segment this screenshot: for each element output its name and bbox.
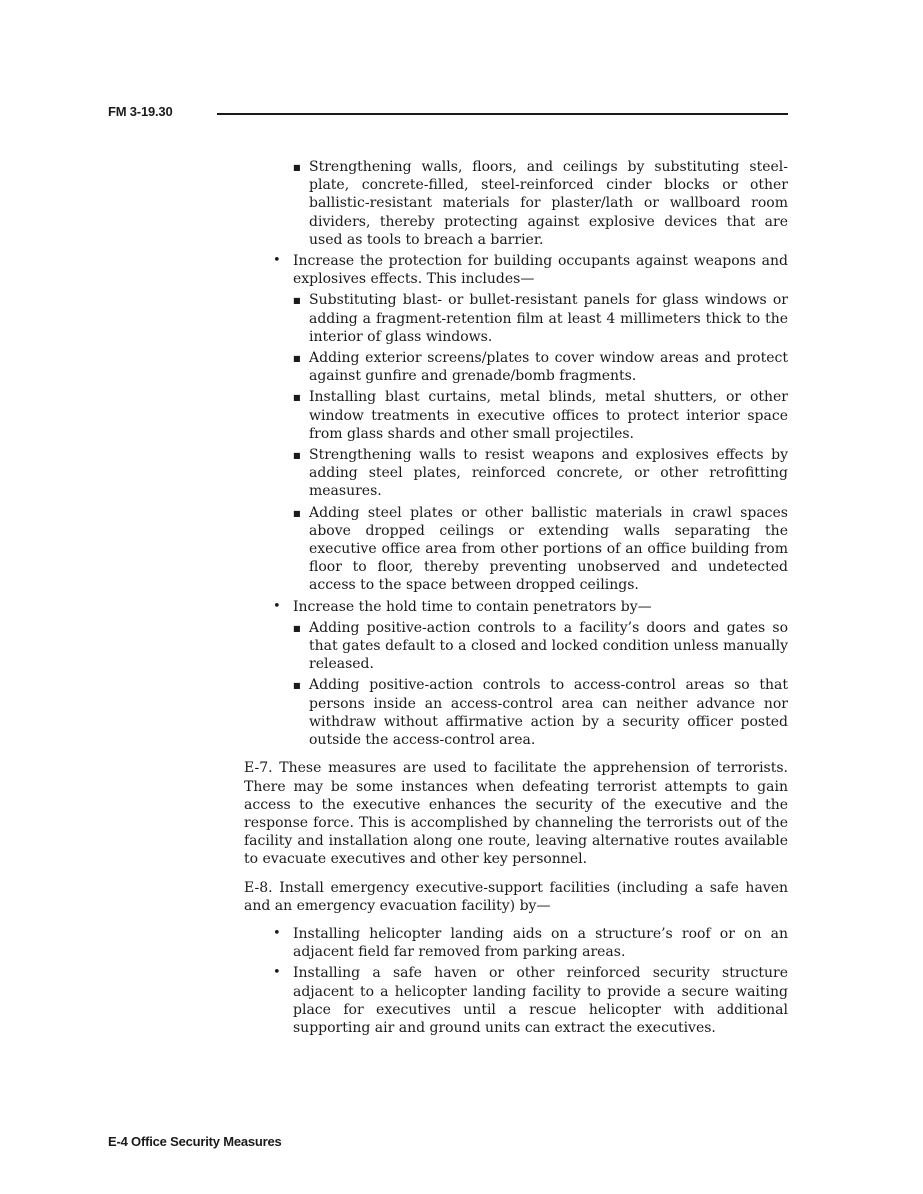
bullet-icon: • [273, 598, 281, 614]
item-text: Strengthening walls to resist weapons and explosives effects by adding steel plates, reinforced concrete, or other retrofitting measures. [309, 447, 788, 500]
sub-bullet-item [244, 676, 788, 749]
running-header: FM 3-19.30 [108, 104, 173, 119]
sub-bullet-item [244, 291, 788, 346]
bullet-item [244, 598, 788, 616]
item-text: Substituting blast- or bullet-resistant panels for glass windows or adding a fragment-retention film at least 4 millimeters thick to the interior of glass windows. [309, 292, 788, 345]
bullet-icon: • [273, 925, 281, 941]
square-bullet-icon: ■ [293, 163, 301, 172]
item-text: Strengthening walls, floors, and ceilings by substituting steel-plate, concrete-filled, steel-reinforced cinder blocks or other ballistic-resistant materials for plaster/lath or wallboard room dividers, thereby protecting against explosive devices that are used as tools to breach a barrier. [309, 159, 788, 248]
square-bullet-icon: ■ [293, 393, 301, 403]
item-text: Adding steel plates or other ballistic materials in crawl spaces above dropped ceilings or extending walls separating the executive office area from other portions of an office building from floor to floor, thereby preventing unobserved and undetected access to the space between dropped ceilings. [309, 504, 788, 594]
sub-bullet-item [244, 619, 788, 674]
item-text: Installing a safe haven or other reinforced security structure adjacent to a helicopter landing facility to provide a secure waiting place for executives until a rescue helicopter with additional supporting air and ground units can extract the executives. [293, 965, 788, 1036]
running-footer: E-4 Office Security Measures [108, 1134, 282, 1149]
square-bullet-icon: ■ [293, 623, 301, 633]
bullet-item [244, 964, 788, 1037]
sub-bullet-item [244, 388, 788, 443]
sub-bullet-item [244, 349, 788, 385]
item-text: Adding positive-action controls to a facility’s doors and gates so that gates default to a closed and locked condition unless manually released. [309, 619, 788, 673]
item-text: Increase the protection for building occupants against weapons and explosives effects. This includes— [293, 253, 788, 288]
bullet-icon: • [273, 253, 281, 269]
bullet-icon: • [273, 965, 281, 981]
square-bullet-icon: ■ [293, 508, 301, 518]
square-bullet-icon: ■ [293, 451, 301, 461]
item-text: Adding positive-action controls to access-control areas so that persons inside an access-control area can neither advance nor withdraw without affirmative action by a security officer posted outside the access-control area. [309, 677, 788, 749]
paragraph-e7: E-7. These measures are used to facilitate the apprehension of terrorists. There may be some instances when defeating terrorist attempts to gain access to the executive enhances the security of the executive and the response force. This is accomplished by channeling the terrorists out of the facility and installation along one route, leaving alternative routes available to evacuate executives and other key personnel. [244, 760, 788, 868]
item-text: Increase the hold time to contain penetrators by— [293, 598, 652, 615]
item-text: Adding exterior screens/plates to cover window areas and protect against gunfire and grenade/bomb fragments. [309, 350, 788, 385]
header-rule [217, 113, 788, 115]
item-text: Installing helicopter landing aids on a structure’s roof or on an adjacent field far removed from parking areas. [293, 925, 788, 961]
square-bullet-icon: ■ [293, 296, 301, 306]
sub-bullet-item [244, 446, 788, 501]
sub-bullet-item [244, 504, 788, 595]
bullet-item [244, 252, 788, 288]
list-section-2 [244, 925, 788, 1037]
square-bullet-icon: ■ [293, 354, 301, 364]
page-body [244, 158, 788, 1040]
list-section-1 [244, 158, 788, 749]
bullet-item [244, 925, 788, 961]
item-text: Installing blast curtains, metal blinds, metal shutters, or other window treatments in executive offices to protect interior space from glass shards and other small projectiles. [309, 389, 788, 442]
sub-bullet-item [244, 158, 788, 249]
paragraph-e8: E-8. Install emergency executive-support facilities (including a safe haven and an emergency evacuation facility) by— [244, 879, 788, 914]
square-bullet-icon: ■ [293, 681, 301, 691]
